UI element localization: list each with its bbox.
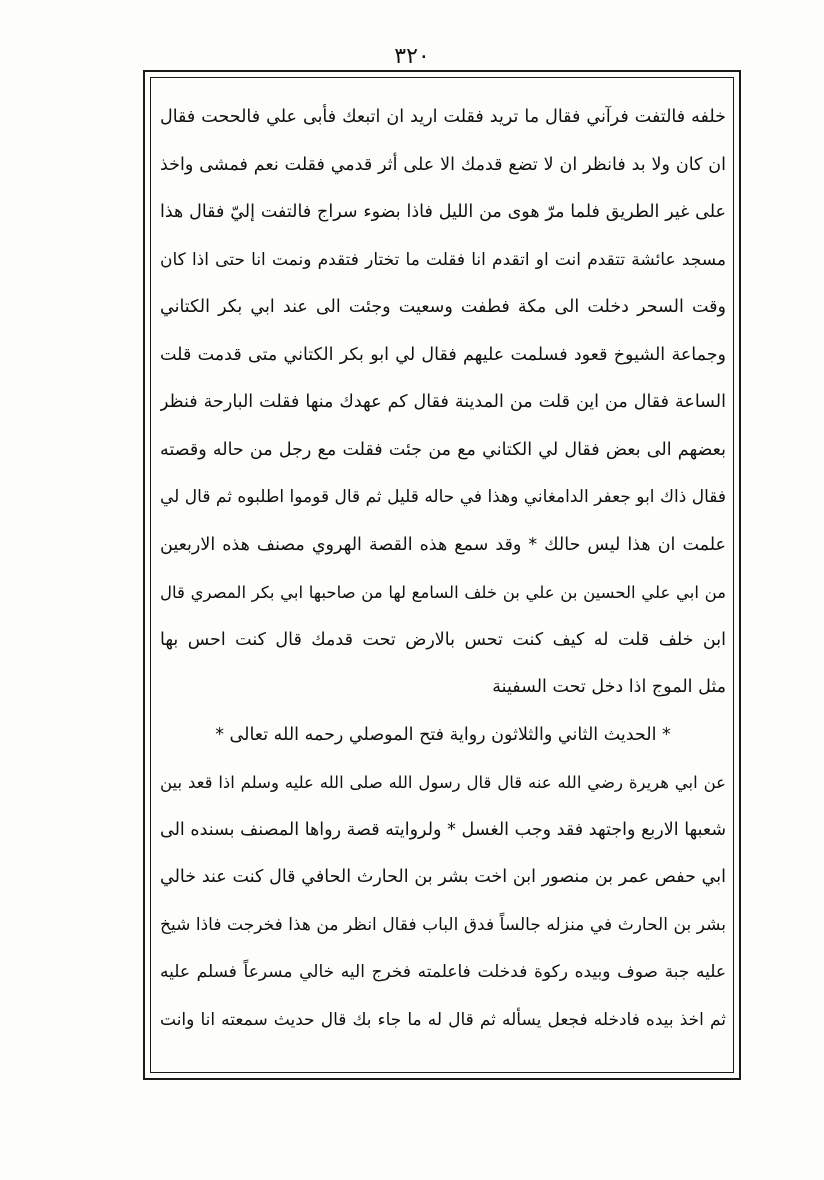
text-line: بعضهم الى بعض فقال لي الكتاني مع من جئت فقلت مع رجل من حاله وقصته [160,439,726,460]
text-line: بشر بن الحارث في منزله جالساً فدق الباب فقال انظر من هذا فخرجت فاذا شيخ [160,914,726,935]
text-line: على غير الطريق فلما مرّ هوى من الليل فاذا بضوء سراج فالتفت إليّ فقال هذا [160,202,726,222]
text-line: عليه جبة صوف وبيده ركوة فدخلت فاعلمته فخرج اليه خالي مسرعاً فسلم عليه [160,962,726,982]
text-line: ابن خلف قلت له كيف كنت تحس بالارض تحت قدمك قال كنت احس بها [160,629,726,650]
text-line: الساعة فقال من اين قلت من المدينة فقال كم عهدك منها فقلت البارحة فنظر [160,392,726,412]
text-line: مثل الموج اذا دخل تحت السفينة [492,677,726,697]
text-line: خلفه فالتفت فرآني فقال ما تريد فقلت اريد ان اتبعك فأبى علي فالححت فقال [160,107,726,127]
text-line: عن ابي هريرة رضي الله عنه قال قال رسول الله صلى الله عليه وسلم اذا قعد بين [160,773,726,792]
page-number: ٣٢٠ [394,44,430,69]
text-line: فقال ذاك ابو جعفر الدامغاني وهذا في حاله قليل ثم قال قوموا اطلبوه ثم قال لي [160,487,726,507]
text-line: وجماعة الشيوخ قعود فسلمت عليهم فقال لي ابو بكر الكتاني متى قدمت قلت [160,344,726,365]
text-line: ابي حفص عمر بن منصور ابن اخت بشر بن الحارث الحافي قال كنت عند خالي [160,867,726,887]
text-line: مسجد عائشة تتقدم انت او اتقدم انا فقلت ما تختار فتقدم ونمت انا حتى اذا كان [160,249,726,270]
text-line: من ابي علي الحسين بن علي بن خلف السامع لها من صاحبها ابي بكر المصري قال [160,583,726,602]
text-line: وقت السحر دخلت الى مكة فطفت وسعيت وجئت الى عند ابي بكر الكتاني [160,297,726,317]
text-line: ثم اخذ بيده فادخله فجعل يسأله ثم قال له ما جاء بك قال حديث سمعته انا وانت [160,1009,726,1030]
text-line: علمت ان هذا ليس حالك * وقد سمع هذه القصة الهروي مصنف هذه الاربعين [160,534,726,555]
text-line: شعبها الاربع واجتهد فقد وجب الغسل * ولروايته قصة رواها المصنف بسنده الى [160,819,726,840]
text-block [160,94,726,1064]
section-heading: * الحديث الثاني والثلاثون رواية فتح الموصلي رحمه الله تعالى * [215,724,671,745]
text-line: ان كان ولا بد فانظر ان لا تضع قدمك الا على أثر قدمي فقلت نعم فمشى واخذ [160,154,726,175]
